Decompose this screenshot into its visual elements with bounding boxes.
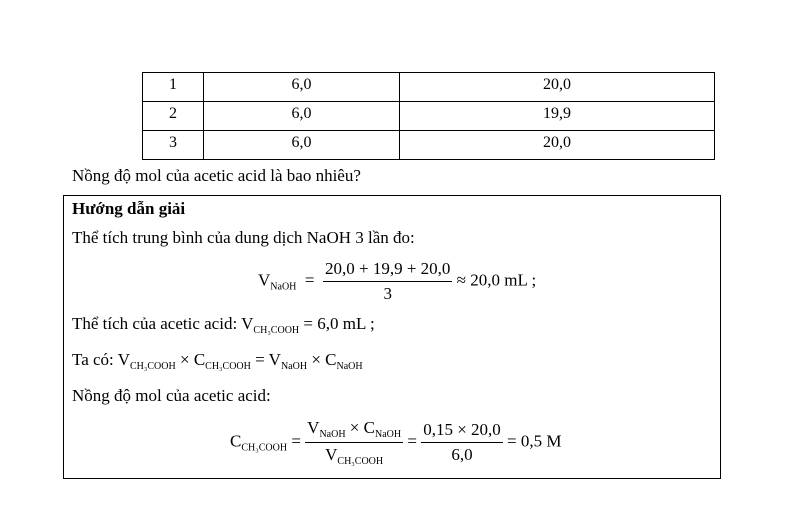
result: = 0,5 M xyxy=(507,431,562,451)
solution-box xyxy=(63,195,721,479)
naoh-volume-cell: 20,0 xyxy=(400,131,715,160)
result: = 6,0 mL ; xyxy=(303,314,375,333)
v-symbol: V xyxy=(117,350,130,369)
label: Thể tích của acetic acid: xyxy=(72,314,238,333)
acid-volume-cell: 6,0 xyxy=(204,131,400,160)
numerator: 0,15 × 20,0 xyxy=(421,420,503,443)
acid-volume-line xyxy=(72,314,375,336)
concentration-text: Nồng độ mol của acetic acid: xyxy=(72,386,271,405)
v-symbol: V xyxy=(268,350,281,369)
table-row xyxy=(143,131,715,160)
denominator: 3 xyxy=(383,284,392,303)
trial-cell: 2 xyxy=(143,102,204,131)
subscript: CH₃COOH xyxy=(253,325,300,336)
v-symbol: V xyxy=(241,314,254,333)
subscript: NaOH xyxy=(374,429,402,440)
denominator: 6,0 xyxy=(451,445,473,464)
times: × xyxy=(311,350,321,369)
c-symbol: C xyxy=(363,418,375,437)
relation-line xyxy=(72,350,363,372)
subscript: CH₃COOH xyxy=(205,361,251,372)
table-row xyxy=(143,102,715,131)
subscript: NaOH xyxy=(319,429,346,440)
result: ≈ 20,0 mL ; xyxy=(456,270,537,290)
trial-cell: 3 xyxy=(143,131,204,160)
numerator xyxy=(305,418,403,443)
fraction xyxy=(323,259,452,304)
avg-volume-equation: $V_{NaOH}$ = $\frac{20,0 + 19,9 + 20,0}{3}$ ≈ 20,0 mL ; xyxy=(258,259,537,303)
acid-volume-cell: 6,0 xyxy=(204,102,400,131)
concentration-equation: $C_{CH_3COOH}$ = $\frac{V_{NaOH} \times C_{NaOH}}{V_{CH_3COOH}}$ = $\frac{0,15 \times 20,0}{6,0}$ = 0,5 M xyxy=(230,418,562,467)
v-symbol: V xyxy=(307,418,320,437)
subscript: CH₃COOH xyxy=(130,361,176,372)
trial-cell: 1 xyxy=(143,73,204,102)
subscript: NaOH xyxy=(336,361,363,372)
subscript: NaOH xyxy=(270,281,297,293)
c-symbol: C xyxy=(325,350,337,369)
times: × xyxy=(349,418,360,437)
equals: = xyxy=(255,350,265,369)
c-symbol: C xyxy=(193,350,206,369)
subscript: CH₃COOH xyxy=(337,456,384,467)
subscript: CH₃COOH xyxy=(241,442,288,454)
label: Ta có: xyxy=(72,350,114,369)
avg-volume-text: Thể tích trung bình của dung dịch NaOH 3 lần đo: xyxy=(72,228,415,247)
titration-table xyxy=(142,72,715,160)
numerator: 20,0 + 19,9 + 20,0 xyxy=(323,259,452,282)
times: × xyxy=(179,350,190,369)
question-text: Nồng độ mol của acetic acid là bao nhiêu? xyxy=(72,166,361,185)
c-symbol: C xyxy=(230,431,242,451)
subscript: NaOH xyxy=(280,361,308,372)
solution-title: Hướng dẫn giải xyxy=(72,199,186,218)
acid-volume-cell: 6,0 xyxy=(204,73,400,102)
v-symbol: V xyxy=(325,445,338,464)
naoh-volume-cell: 19,9 xyxy=(400,102,715,131)
naoh-volume-cell: 20,0 xyxy=(400,73,715,102)
fraction xyxy=(421,420,503,465)
denominator xyxy=(305,443,403,467)
table-row xyxy=(143,73,715,102)
v-symbol: V xyxy=(258,270,271,290)
fraction xyxy=(305,418,403,467)
